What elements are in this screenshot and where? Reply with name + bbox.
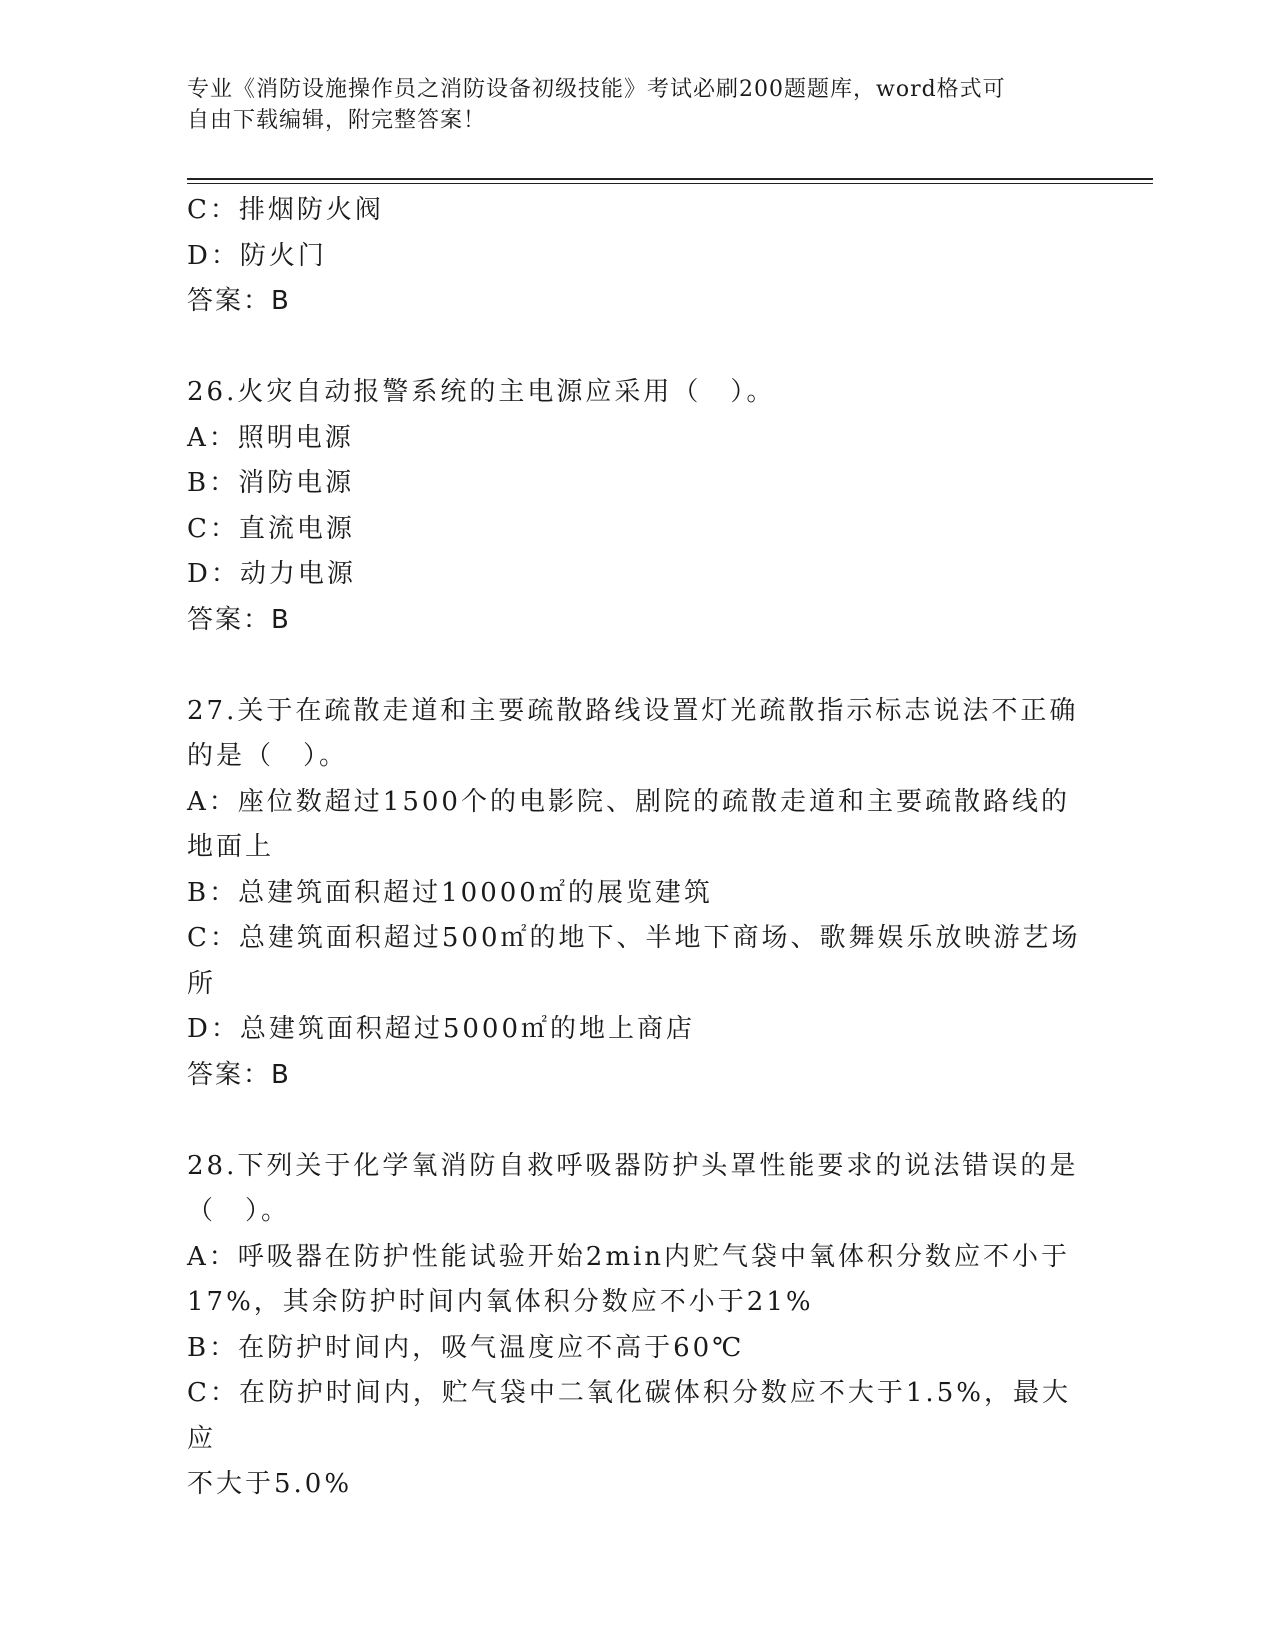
option-a-line-2: 17%，其余防护时间内氧体积分数应不小于21% [187, 1287, 814, 1317]
header-divider-thick [187, 178, 1153, 180]
option-a-line-1: A：座位数超过1500个的电影院、剧院的疏散走道和主要疏散路线的 [187, 786, 1070, 817]
option-c-line-2: 所 [187, 968, 217, 999]
option-d: D：总建筑面积超过5000㎡的地上商店 [187, 1014, 696, 1044]
question-block-prev [187, 188, 1087, 325]
option-a-line-1: A：呼吸器在防护性能试验开始2min内贮气袋中氧体积分数应不小于 [187, 1241, 1071, 1272]
option-a-line-2: 地面上 [187, 832, 275, 862]
option-c-line-2: 不大于5.0% [187, 1469, 353, 1499]
spacer [187, 643, 1087, 689]
option-b: B：在防护时间内，吸气温度应不高于60℃ [187, 1332, 745, 1363]
question-stem-line-1: 28.下列关于化学氧消防自救呼吸器防护头罩性能要求的说法错误的是 [187, 1150, 1079, 1181]
question-content [187, 188, 1087, 1508]
answer-line: 答案：B [187, 1059, 291, 1090]
question-stem-line-2: 的是（ ）。 [187, 741, 349, 771]
answer-line: 答案：B [187, 286, 291, 316]
option-c: C：排烟防火阀 [187, 195, 384, 225]
question-stem: 26.火灾自动报警系统的主电源应采用（ ）。 [187, 377, 776, 407]
option-c-line-1: C：总建筑面积超过500㎡的地下、半地下商场、歌舞娱乐放映游艺场 [187, 923, 1081, 953]
option-b: B：消防电源 [187, 468, 355, 498]
answer-line: 答案：B [187, 604, 291, 635]
question-stem-line-1: 27.关于在疏散走道和主要疏散路线设置灯光疏散指示标志说法不正确 [187, 695, 1079, 726]
option-b: B：总建筑面积超过10000㎡的展览建筑 [187, 877, 713, 908]
option-d: D：防火门 [187, 240, 327, 271]
question-block-26 [187, 370, 1087, 643]
question-block-28 [187, 1144, 1087, 1508]
option-a: A：照明电源 [187, 422, 354, 453]
option-c: C：直流电源 [187, 513, 355, 544]
document-header [187, 74, 1067, 136]
question-stem-line-2: （ ）。 [187, 1196, 291, 1226]
option-c-line-1: C：在防护时间内，贮气袋中二氧化碳体积分数应不大于1.5%，最大应 [187, 1378, 1071, 1454]
option-d: D：动力电源 [187, 559, 356, 589]
header-line-2: 自由下载编辑，附完整答案！ [187, 108, 487, 133]
question-block-27 [187, 689, 1087, 1099]
spacer [187, 325, 1087, 371]
header-line-1: 专业《消防设施操作员之消防设备初级技能》考试必刷200题题库，word格式可 [187, 77, 1006, 102]
header-divider-thin [187, 183, 1153, 184]
spacer [187, 1098, 1087, 1144]
